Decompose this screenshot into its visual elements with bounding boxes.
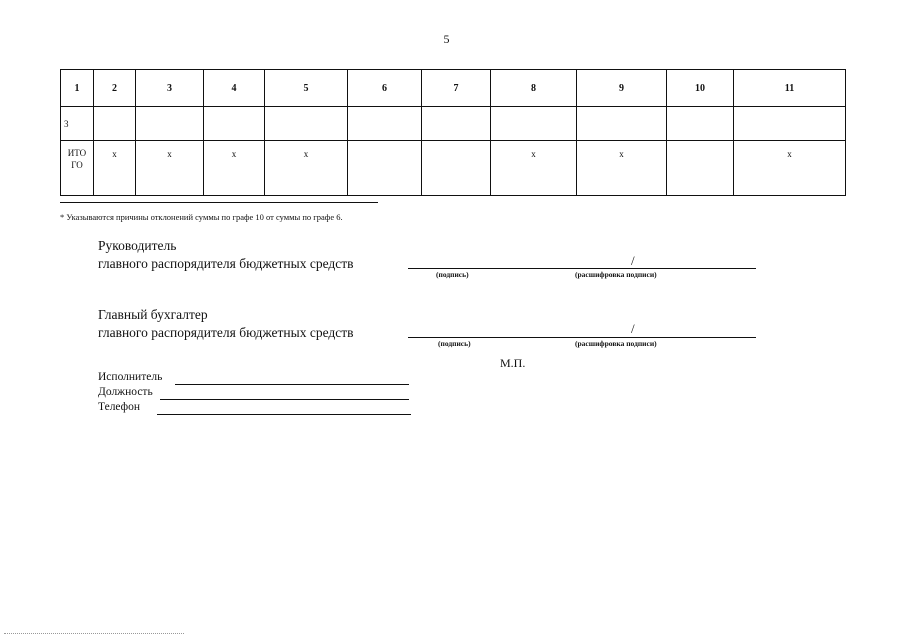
position-label: Должность (98, 386, 153, 398)
table-cell (667, 141, 734, 196)
table-cell (577, 107, 667, 141)
head-decoding-caption: (расшифровка подписи) (575, 270, 657, 279)
total-label-cell: ИТО ГО (61, 141, 94, 196)
accountant-title: Главный бухгалтер (98, 307, 208, 322)
head-title-subline: главного распорядителя бюджетных средств (98, 256, 354, 271)
column-header: 7 (422, 70, 491, 107)
table-cell: х (94, 141, 136, 196)
column-header: 10 (667, 70, 734, 107)
table-cell (491, 107, 577, 141)
executor-label: Исполнитель (98, 371, 163, 383)
table-cell (422, 107, 491, 141)
table-cell: х (577, 141, 667, 196)
accountant-signature-caption: (подпись) (438, 339, 471, 348)
column-header: 1 (61, 70, 94, 107)
table-cell: х (204, 141, 265, 196)
head-title: Руководитель (98, 238, 177, 253)
table-cell: 3 (61, 107, 94, 141)
table-cell (734, 107, 846, 141)
head-signature-line (408, 268, 756, 269)
accountant-title-subline: главного распорядителя бюджетных средств (98, 325, 354, 340)
column-header: 3 (136, 70, 204, 107)
executor-line (175, 384, 409, 385)
accountant-signature-line (408, 337, 756, 338)
accountant-signature-slash: / (631, 321, 635, 336)
table-cell: х (491, 141, 577, 196)
table-cell: х (265, 141, 348, 196)
phone-line (157, 414, 411, 415)
table-cell: х (734, 141, 846, 196)
table-header-row (61, 70, 846, 107)
column-header: 5 (265, 70, 348, 107)
report-table (60, 69, 846, 196)
table-cell (348, 141, 422, 196)
scan-artifact (4, 633, 184, 634)
table-cell (204, 107, 265, 141)
column-header: 8 (491, 70, 577, 107)
table-row-total (61, 141, 846, 196)
seal-mark: М.П. (500, 356, 526, 370)
footnote: * Указываются причины отклонений суммы по графе 10 от суммы по графе 6. (60, 212, 343, 222)
column-header: 2 (94, 70, 136, 107)
table-cell (136, 107, 204, 141)
table-cell: х (136, 141, 204, 196)
footnote-divider (60, 202, 378, 203)
table-cell (348, 107, 422, 141)
column-header: 4 (204, 70, 265, 107)
column-header: 6 (348, 70, 422, 107)
table-cell (667, 107, 734, 141)
column-header: 9 (577, 70, 667, 107)
column-header: 11 (734, 70, 846, 107)
phone-label: Телефон (98, 401, 141, 413)
page-number: 5 (443, 32, 450, 46)
table-cell (422, 141, 491, 196)
head-signature-caption: (подпись) (436, 270, 469, 279)
table-cell (265, 107, 348, 141)
table-row (61, 107, 846, 141)
table-cell (94, 107, 136, 141)
position-line (160, 399, 409, 400)
head-signature-slash: / (631, 253, 635, 268)
accountant-decoding-caption: (расшифровка подписи) (575, 339, 657, 348)
